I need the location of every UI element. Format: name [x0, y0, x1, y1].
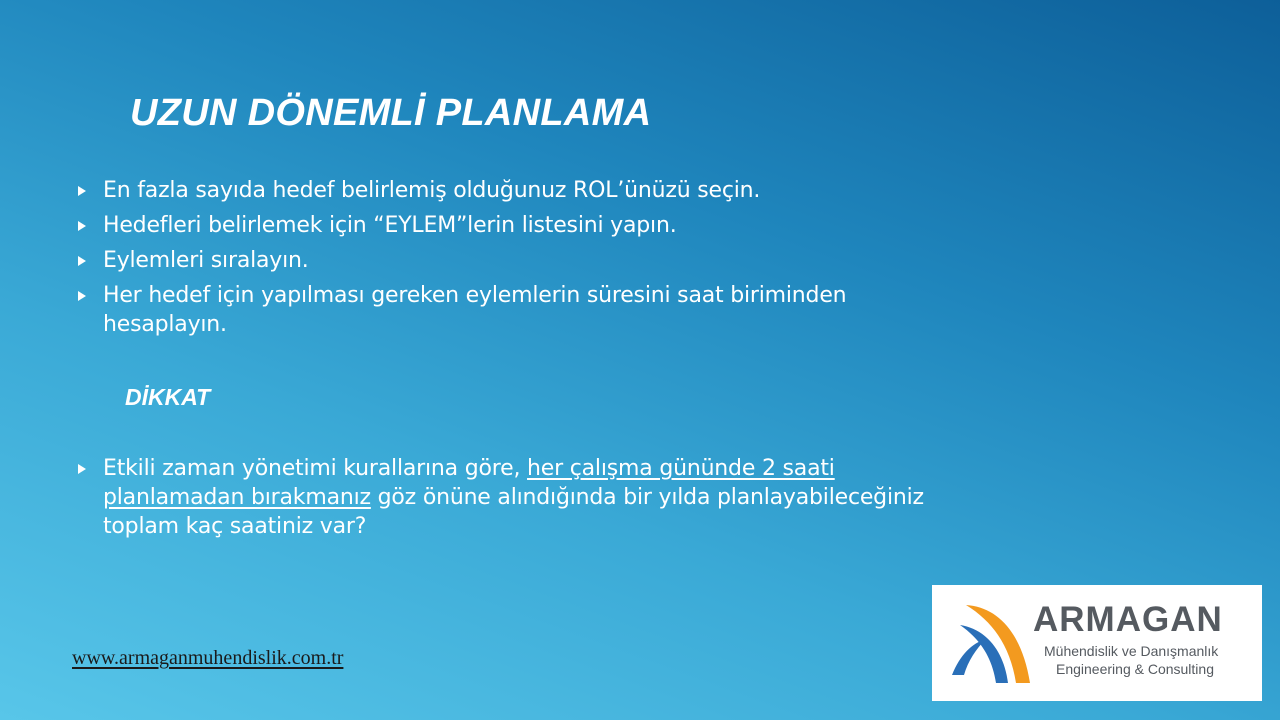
note-text-underlined: her çalışma gününde 2 saati planlamadan bırakmanız	[103, 456, 835, 510]
company-logo	[932, 585, 1262, 701]
bullet-arrow-icon	[78, 256, 86, 266]
bullet-item	[76, 176, 926, 205]
bullet-text: Her hedef için yapılması gereken eylemlerin süresini saat biriminden hesaplayın.	[103, 283, 847, 337]
dikkat-heading: DİKKAT	[125, 384, 211, 410]
website-link[interactable]: www.armaganmuhendislik.com.tr	[72, 647, 344, 669]
bullet-text: Eylemleri sıralayın.	[103, 248, 309, 273]
bullet-item	[76, 211, 926, 240]
bullet-text: En fazla sayıda hedef belirlemiş olduğunuz ROL’ünüzü seçin.	[103, 178, 761, 203]
bullet-item	[76, 281, 926, 339]
bullet-text: Hedefleri belirlemek için “EYLEM”lerin listesini yapın.	[103, 213, 677, 238]
slide-title: UZUN DÖNEMLİ PLANLAMA	[130, 92, 652, 134]
logo-name: ARMAGAN	[1033, 600, 1223, 639]
note-bullet	[76, 454, 953, 541]
bullet-arrow-icon	[78, 221, 86, 231]
note-text-before: Etkili zaman yönetimi kurallarına göre,	[103, 456, 528, 481]
note-text-after: göz önüne alındığında bir yılda planlayabileceğiniz toplam kaç saatiniz var?	[103, 485, 924, 539]
bullet-arrow-icon	[78, 186, 86, 196]
armagan-logo-mark-icon	[946, 599, 1036, 689]
logo-subtitle-en: Engineering & Consulting	[1056, 661, 1214, 677]
bullet-arrow-icon	[78, 291, 86, 301]
bullet-item	[76, 246, 926, 275]
bullet-list	[76, 176, 926, 345]
bullet-arrow-icon	[78, 464, 86, 474]
logo-subtitle-tr: Mühendislik ve Danışmanlık	[1044, 643, 1219, 659]
